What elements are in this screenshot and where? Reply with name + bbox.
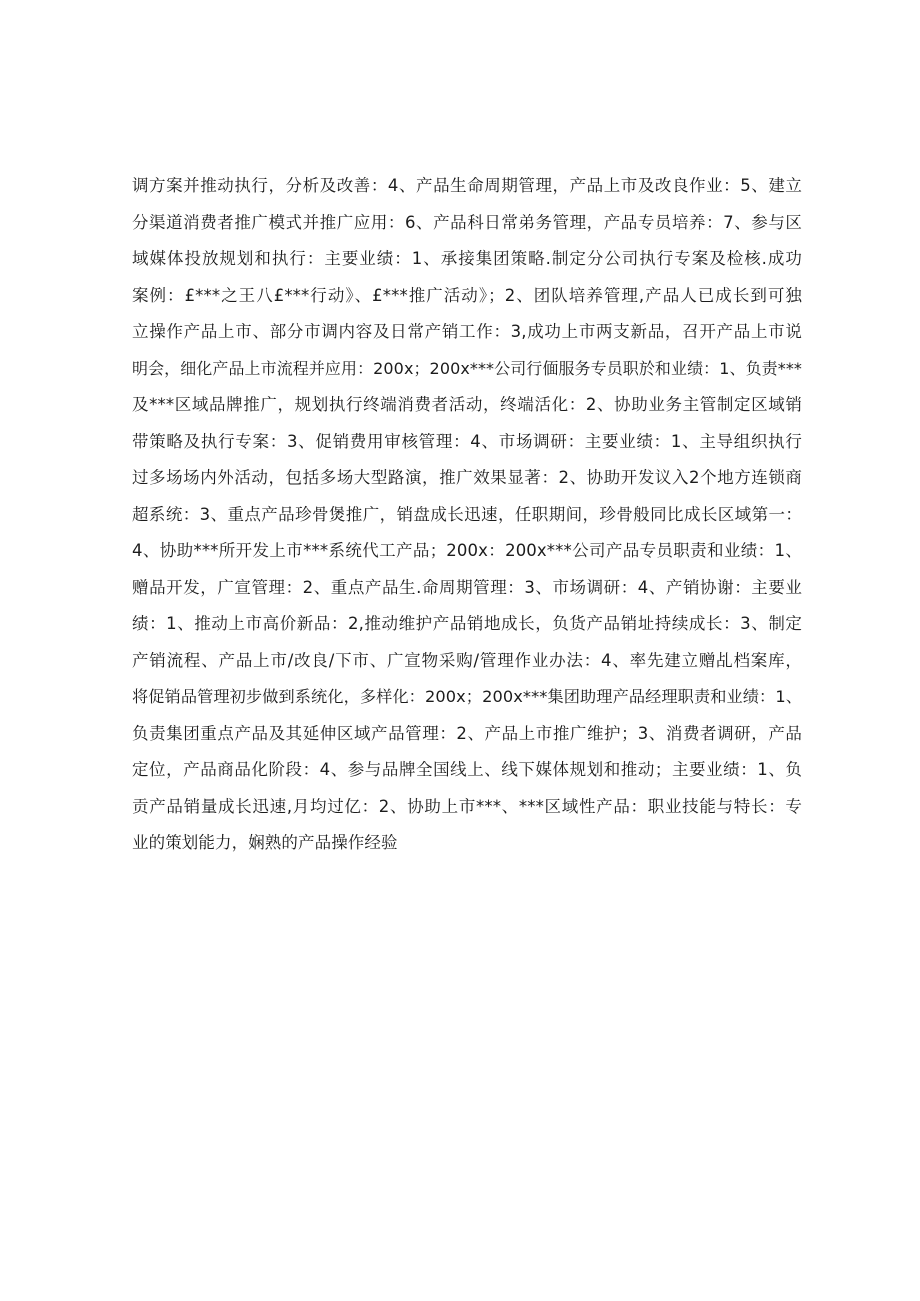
text-line: 超系统：3、重点产品珍骨煲推广，销盘成长迅速，任职期间，珍骨般同比成长区域第一：: [132, 504, 802, 524]
text-line: 带策略及执行专案：3、促销费用审核管理：4、市场调研：主要业绩：1、主导组织执行: [132, 431, 802, 451]
text-line: 4、协助***所开发上市***系统代工产品；200x：200x***公司产品专员职责和业绩：1、: [132, 541, 802, 560]
text-line: 调方案并推动执行，分析及改善：4、产品生命周期管理，产品上市及改良作业：5、建立: [132, 176, 802, 195]
text-line: 产销流程、产品上市/改良/下市、广宣物采购/管理作业办法：4、率先建立赠乩档案库，: [132, 650, 802, 670]
text-line: 分渠道消费者推广模式并推广应用：6、产品科日常弟务管理，产品专员培养：7、参与区: [132, 212, 802, 232]
text-line: 过多场场内外活动，包括多场大型路演，推广效果显著：2、协助开发议入2个地方连锁商: [132, 468, 802, 487]
text-line: 贡产品销量成长迅速,月均过亿：2、协助上市***、***区域性产品：职业技能与特长：专: [132, 796, 802, 816]
text-line: 及***区域品牌推广，规划执行终端消费者活动，终端活化：2、协助业务主管制定区域销: [132, 395, 802, 414]
text-line: 将促销品管理初步做到系统化，多样化：200x；200x***集团助理产品经理职责和业绩：1、: [132, 687, 802, 706]
text-line: 域媒体投放规划和执行：主要业绩：1、承接集团策略.制定分公司执行专案及检核.成功: [132, 249, 802, 268]
text-line: 明会，细化产品上市流程并应用：200x；200x***公司行偭服务专员职於和业绩：1、负责***: [132, 358, 802, 378]
text-line: 案例：£***之王八£***行动》、£***推广活动》；2、团队培养管理,产品人已成长到可独: [132, 285, 802, 305]
text-line: 业的策划能力，娴熟的产品操作经验: [132, 833, 398, 852]
text-line: 赠品开发，广宣管理：2、重点产品生.命周期管理：3、市场调研：4、产销协谢：主要业: [132, 577, 802, 597]
text-line: 定位，产品商品化阶段：4、参与品牌全国线上、线下媒体规划和推动；主要业绩：1、负: [132, 760, 802, 779]
resume-body-text: [132, 168, 802, 862]
text-line: 绩：1、推动上市高价新品：2,推动维护产品销地成长，负货产品销址持续成长：3、制定: [132, 614, 802, 633]
text-line: 负责集团重点产品及其延伸区域产品管理：2、产品上市推广维护；3、消费者调研，产品: [132, 723, 802, 743]
text-line: 立操作产品上市、部分市调内容及日常产销工作：3,成功上市两支新品，召开产品上市说: [132, 322, 802, 341]
